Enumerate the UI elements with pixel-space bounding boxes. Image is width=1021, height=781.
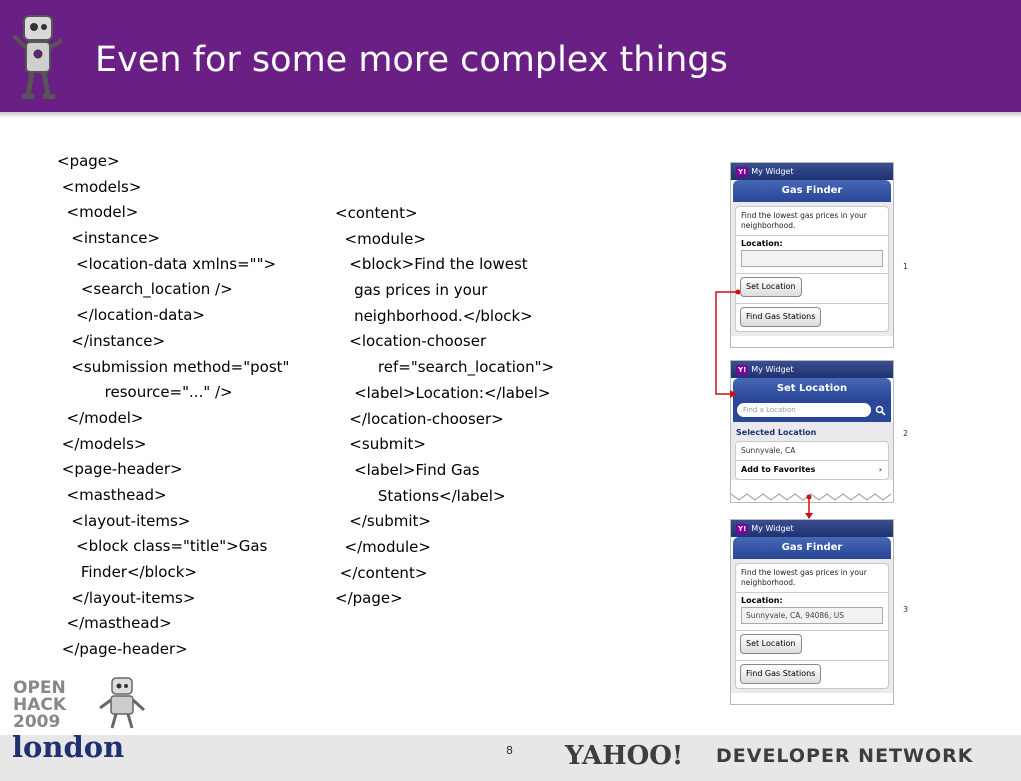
chevron-right-icon: › xyxy=(878,465,882,474)
slide-title: Even for some more complex things xyxy=(95,40,728,80)
code-line: <location-data xmlns=""> xyxy=(57,254,277,273)
code-line: <block class="title">Gas xyxy=(57,537,268,556)
logo-open: OPEN xyxy=(13,678,66,698)
robot-mascot-icon xyxy=(10,10,66,102)
arrow-head-icon xyxy=(805,513,813,519)
add-to-favorites-label: Add to Favorites xyxy=(741,465,816,474)
flow-arrows xyxy=(700,280,740,520)
code-line: </location-data> xyxy=(57,306,205,325)
add-to-favorites-row[interactable] xyxy=(736,461,888,479)
page-number: 8 xyxy=(506,744,513,757)
yahoo-badge-icon: Y! xyxy=(738,525,747,533)
logo-city: london xyxy=(12,730,125,764)
code-line: </layout-items> xyxy=(57,588,196,607)
code-line: </submit> xyxy=(335,512,431,531)
code-line: <page-header> xyxy=(57,460,183,479)
location-list xyxy=(735,441,889,480)
code-line: <page> xyxy=(57,152,120,170)
location-search-input[interactable]: Find a Location xyxy=(737,403,871,417)
code-line: <search_location /> xyxy=(57,280,233,299)
yahoo-logo: YAHOO! xyxy=(565,741,684,771)
code-line: <models> xyxy=(57,177,142,196)
code-line: </location-chooser> xyxy=(335,409,504,428)
code-line: Stations</label> xyxy=(335,486,506,505)
selected-location-heading: Selected Location xyxy=(736,428,817,437)
developer-network-label: DEVELOPER NETWORK xyxy=(716,745,974,767)
phone-screen-1 xyxy=(730,162,894,348)
divider xyxy=(736,660,888,661)
code-line: <submit> xyxy=(335,435,426,454)
code-line: <model> xyxy=(57,203,139,222)
screen-body xyxy=(731,202,893,336)
location-label: Location: xyxy=(741,596,783,605)
screen-title-bar: Gas Finder xyxy=(733,537,891,559)
yahoo-badge-icon: Y! xyxy=(738,366,747,374)
divider xyxy=(736,303,888,304)
set-location-arrow xyxy=(716,292,738,394)
search-bar xyxy=(733,400,891,422)
step-number-3: 3 xyxy=(903,605,909,614)
code-line: </model> xyxy=(57,408,144,427)
set-location-button[interactable]: Set Location xyxy=(740,634,802,654)
location-label: Location: xyxy=(741,239,783,248)
form-card xyxy=(735,563,889,689)
header-shadow xyxy=(0,112,1021,118)
code-line: </models> xyxy=(57,434,147,453)
code-line: <content> xyxy=(335,204,418,222)
widget-title: My Widget xyxy=(751,167,794,176)
code-line: <label>Location:</label> xyxy=(335,383,551,402)
screen-title-bar: Gas Finder xyxy=(733,180,891,202)
set-location-button[interactable]: Set Location xyxy=(740,277,802,297)
widget-header xyxy=(731,520,893,537)
code-line: </content> xyxy=(335,563,428,582)
code-line: <block>Find the lowest xyxy=(335,255,528,274)
divider xyxy=(736,273,888,274)
code-line: <location-chooser xyxy=(335,332,487,351)
code-line: </page> xyxy=(335,589,403,608)
robot-mascot-icon xyxy=(98,676,148,732)
screen-body xyxy=(731,559,893,693)
step-number-2: 2 xyxy=(903,429,909,438)
step-number-1: 1 xyxy=(903,262,909,271)
widget-header xyxy=(731,163,893,180)
open-hack-london-logo xyxy=(8,676,153,770)
selected-location-value[interactable]: Sunnyvale, CA xyxy=(736,442,888,461)
find-gas-stations-button[interactable]: Find Gas Stations xyxy=(740,664,821,684)
down-arrow xyxy=(803,494,815,520)
widget-title: My Widget xyxy=(751,524,794,533)
code-line: resource="..." /> xyxy=(57,383,233,402)
code-line: </module> xyxy=(335,537,431,556)
code-line: <layout-items> xyxy=(57,511,191,530)
code-line: </page-header> xyxy=(57,640,188,659)
location-field[interactable]: Sunnyvale, CA, 94086, US xyxy=(741,607,883,624)
description-text: Find the lowest gas prices in your neighborhood. xyxy=(741,211,867,230)
logo-year: 2009 xyxy=(13,712,61,732)
logo-hack: HACK xyxy=(13,695,67,715)
code-line: <module> xyxy=(335,229,426,248)
location-field[interactable] xyxy=(741,250,883,267)
screen-body xyxy=(731,422,893,480)
widget-header xyxy=(731,361,893,378)
divider xyxy=(736,630,888,631)
code-line: </masthead> xyxy=(57,614,172,633)
code-line: neighborhood.</block> xyxy=(335,306,533,325)
code-line: Finder</block> xyxy=(57,563,197,581)
yahoo-badge-icon: Y! xyxy=(738,168,747,176)
code-line: </instance> xyxy=(57,331,166,350)
form-card xyxy=(735,206,889,332)
find-gas-stations-button[interactable]: Find Gas Stations xyxy=(740,307,821,327)
code-line: ref="search_location"> xyxy=(335,358,555,377)
code-line: <masthead> xyxy=(57,485,167,504)
code-line: gas prices in your xyxy=(335,281,488,300)
phone-screen-2 xyxy=(730,360,894,503)
code-line: <submission method="post" xyxy=(57,357,290,376)
description-text: Find the lowest gas prices in your neighborhood. xyxy=(741,568,867,587)
search-icon[interactable] xyxy=(875,405,886,416)
phone-screen-3 xyxy=(730,519,894,705)
screen-title-bar: Set Location xyxy=(733,378,891,400)
widget-title: My Widget xyxy=(751,365,794,374)
code-line: <instance> xyxy=(57,229,160,248)
code-block-left xyxy=(57,149,289,663)
code-line: <label>Find Gas xyxy=(335,460,480,479)
arrow-head-icon xyxy=(730,390,737,398)
code-block-right xyxy=(335,201,554,612)
